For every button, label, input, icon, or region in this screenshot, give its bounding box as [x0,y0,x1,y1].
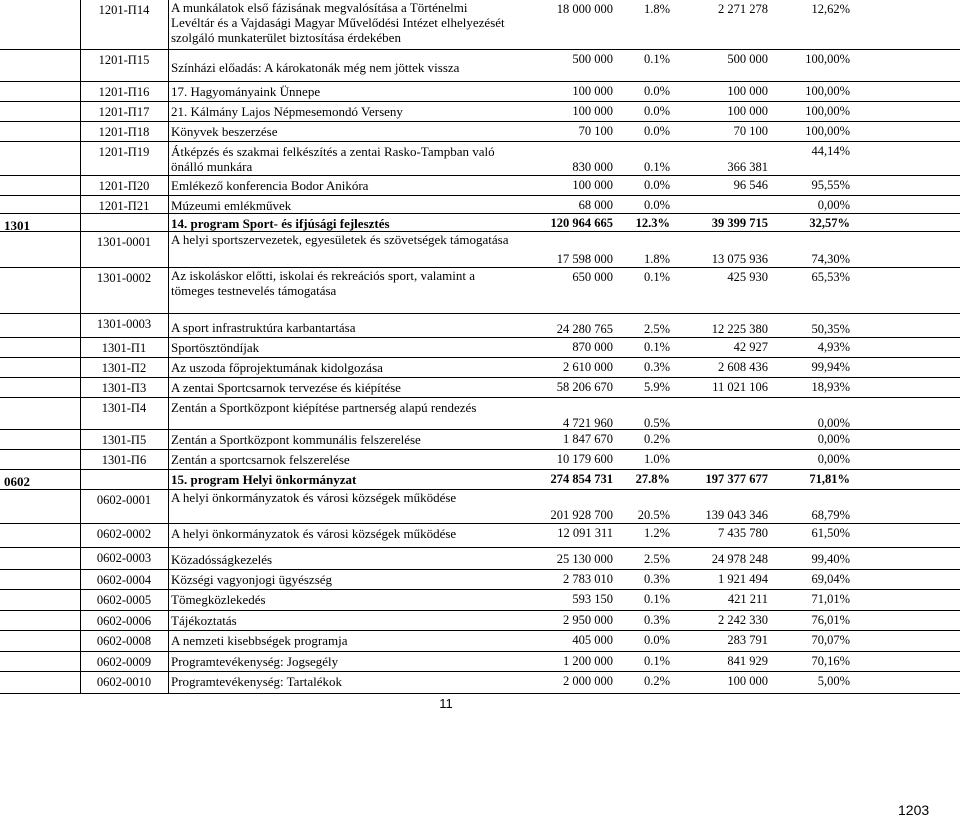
table-row [0,0,960,50]
planned-amount: 1 847 670 [563,432,613,446]
item-description: A helyi önkormányzatok és városi községek működése [171,526,457,541]
executed-amount: 283 791 [727,633,768,647]
item-description: A munkálatok első fázisának megvalósítása a Történelmi Levéltár és a Vajdasági Magyar Művelődési Intézet elhelyezését szolgáló munkaterület biztosítása érdekében [171,0,505,45]
planned-amount: 2 610 000 [563,360,613,374]
planned-amount: 12 091 311 [557,526,613,540]
executed-amount: 96 546 [733,178,768,192]
item-description: Emlékező konferencia Bodor Anikóra [171,178,369,193]
executed-amount: 12 225 380 [711,322,768,336]
table-row [0,142,960,176]
planned-amount: 870 000 [572,340,613,354]
item-description: Zentán a Sportközpont kiépítése partnerség alapú rendezés [171,400,477,415]
page-number: 11 [439,696,453,711]
execution-rate: 99,94% [811,360,850,374]
table-row [0,122,960,142]
table-row [0,611,960,631]
item-code: 1301-0002 [96,271,152,285]
item-description: Az iskoláskor előtti, iskolai és rekreációs sport, valamint a tömeges testnevelés támogatása [171,268,475,298]
share-percent: 0.2% [643,432,670,446]
planned-amount: 830 000 [572,160,613,174]
execution-rate: 12,62% [811,2,850,16]
item-description: Községi vagyonjogi ügyészség [171,572,333,587]
item-description: 14. program Sport- és ifjúsági fejlesztés [171,216,390,231]
planned-amount: 100 000 [572,104,613,118]
item-code: 1301-П6 [101,453,147,467]
table-row [0,631,960,652]
executed-amount: 13 075 936 [711,252,768,266]
planned-amount: 650 000 [572,270,613,284]
item-code: 1201-П20 [98,179,150,193]
item-description: Tájékoztatás [171,613,237,628]
item-description: Közadósságkezelés [171,552,273,567]
execution-rate: 32,57% [809,216,850,230]
planned-amount: 25 130 000 [556,552,613,566]
executed-amount: 425 930 [727,270,768,284]
planned-amount: 500 000 [572,52,613,66]
share-percent: 0.5% [643,416,670,430]
share-percent: 0.3% [643,572,670,586]
item-code: 0602-0004 [96,573,152,587]
planned-amount: 2 783 010 [563,572,613,586]
table-row [0,470,960,490]
item-code: 0602-0006 [96,614,152,628]
item-code: 0602-0010 [96,675,152,689]
share-percent: 0.2% [643,674,670,688]
table-row [0,268,960,314]
item-code: 1301-0001 [96,235,152,249]
item-code: 0602-0002 [96,527,152,541]
sheet-number: 1203 [898,802,930,818]
executed-amount: 500 000 [727,52,768,66]
planned-amount: 100 000 [572,178,613,192]
item-description: Zentán a sportcsarnok felszerelése [171,452,350,467]
item-description: Színházi előadás: A károkatonák még nem jöttek vissza [171,60,460,75]
executed-amount: 139 043 346 [705,508,768,522]
table-row [0,196,960,214]
share-percent: 0.1% [643,160,670,174]
item-code: 0602-0005 [96,593,152,607]
item-description: Könyvek beszerzése [171,124,278,139]
table-row [0,214,960,232]
table-row [0,82,960,102]
execution-rate: 100,00% [805,104,850,118]
item-description: A helyi önkormányzatok és városi községek működése [171,490,457,505]
share-percent: 0.1% [643,340,670,354]
share-percent: 0.0% [643,198,670,212]
executed-amount: 7 435 780 [718,526,768,540]
execution-rate: 71,01% [811,592,850,606]
item-description: 15. program Helyi önkormányzat [171,472,357,487]
execution-rate: 0,00% [817,432,850,446]
share-percent: 0.1% [643,592,670,606]
table-row [0,450,960,470]
execution-rate: 71,81% [809,472,850,486]
item-code: 1301-0003 [96,317,152,331]
table-row [0,548,960,570]
execution-rate: 95,55% [811,178,850,192]
share-percent: 0.1% [643,654,670,668]
item-code: 1201-П14 [98,3,150,17]
share-percent: 20.5% [637,508,670,522]
item-description: A nemzeti kisebbségek programja [171,633,348,648]
execution-rate: 0,00% [817,416,850,430]
item-description: 21. Kálmány Lajos Népmesemondó Verseny [171,104,403,119]
planned-amount: 1 200 000 [563,654,613,668]
execution-rate: 99,40% [811,552,850,566]
share-percent: 2.5% [643,322,670,336]
execution-rate: 69,04% [811,572,850,586]
table-row [0,652,960,672]
executed-amount: 100 000 [727,84,768,98]
execution-rate: 44,14% [811,144,850,158]
share-percent: 0.1% [643,270,670,284]
execution-rate: 100,00% [805,124,850,138]
planned-amount: 70 100 [578,124,613,138]
execution-rate: 18,93% [811,380,850,394]
planned-amount: 18 000 000 [556,2,613,16]
planned-amount: 24 280 765 [556,322,613,336]
share-percent: 1.0% [643,452,670,466]
table-row [0,338,960,358]
execution-rate: 76,01% [811,613,850,627]
item-code: 1201-П19 [98,145,150,159]
item-code: 0602-0008 [96,634,152,648]
item-description: Az uszoda főprojektumának kidolgozása [171,360,383,375]
executed-amount: 11 021 106 [712,380,768,394]
row-divider [0,693,960,694]
item-code: 1201-П16 [98,85,150,99]
table-row [0,50,960,82]
item-code: 1301-П3 [101,381,147,395]
executed-amount: 39 399 715 [711,216,768,230]
planned-amount: 405 000 [572,633,613,647]
item-description: Programtevékenység: Jogsegély [171,654,339,669]
item-description: Átképzés és szakmai felkészítés a zentai Rasko-Tampban való önálló munkára [171,144,495,174]
executed-amount: 2 271 278 [718,2,768,16]
item-description: A sport infrastruktúra karbantartása [171,320,356,335]
section-code: 1301 [4,218,30,233]
item-description: 17. Hagyományaink Ünnepe [171,84,321,99]
planned-amount: 58 206 670 [556,380,613,394]
execution-rate: 74,30% [811,252,850,266]
table-row [0,430,960,450]
execution-rate: 70,16% [811,654,850,668]
table-row [0,314,960,338]
planned-amount: 17 598 000 [556,252,613,266]
execution-rate: 0,00% [817,198,850,212]
planned-amount: 201 928 700 [550,508,613,522]
executed-amount: 2 242 330 [718,613,768,627]
table-row [0,398,960,430]
executed-amount: 24 978 248 [711,552,768,566]
item-description: A zentai Sportcsarnok tervezése és kiépítése [171,380,401,395]
table-row [0,672,960,694]
executed-amount: 421 211 [727,592,768,606]
share-percent: 0.0% [643,104,670,118]
share-percent: 12.3% [635,216,670,230]
table-row [0,176,960,196]
share-percent: 0.0% [643,84,670,98]
table-row [0,590,960,611]
item-code: 1201-П17 [98,105,150,119]
execution-rate: 5,00% [817,674,850,688]
executed-amount: 70 100 [733,124,768,138]
planned-amount: 68 000 [578,198,613,212]
table-row [0,490,960,524]
section-code: 0602 [4,474,30,489]
table-row [0,524,960,548]
execution-rate: 68,79% [811,508,850,522]
planned-amount: 4 721 960 [563,416,613,430]
executed-amount: 42 927 [733,340,768,354]
execution-rate: 0,00% [817,452,850,466]
execution-rate: 61,50% [811,526,850,540]
share-percent: 0.3% [643,613,670,627]
item-description: Múzeumi emlékművek [171,198,292,213]
share-percent: 2.5% [643,552,670,566]
share-percent: 0.3% [643,360,670,374]
execution-rate: 4,93% [817,340,850,354]
planned-amount: 120 964 665 [550,216,613,230]
executed-amount: 366 381 [727,160,768,174]
table-row [0,378,960,398]
item-description: Sportösztöndíjak [171,340,260,355]
planned-amount: 274 854 731 [550,472,613,486]
executed-amount: 197 377 677 [705,472,768,486]
item-code: 0602-0003 [96,551,152,565]
item-description: Tömegközlekedés [171,592,266,607]
share-percent: 1.8% [643,2,670,16]
item-code: 1301-П1 [101,341,147,355]
executed-amount: 2 608 436 [718,360,768,374]
executed-amount: 100 000 [727,104,768,118]
execution-rate: 50,35% [811,322,850,336]
planned-amount: 2 950 000 [563,613,613,627]
item-code: 1201-П21 [98,199,150,213]
executed-amount: 1 921 494 [718,572,768,586]
share-percent: 27.8% [635,472,670,486]
item-code: 1301-П4 [101,401,147,415]
share-percent: 0.0% [643,633,670,647]
item-code: 1201-П18 [98,125,150,139]
item-code: 0602-0009 [96,655,152,669]
share-percent: 5.9% [643,380,670,394]
item-code: 1301-П5 [101,433,147,447]
item-description: A helyi sportszervezetek, egyesületek és szövetségek támogatása [171,232,509,247]
execution-rate: 70,07% [811,633,850,647]
table-row [0,102,960,122]
planned-amount: 100 000 [572,84,613,98]
share-percent: 0.1% [643,52,670,66]
planned-amount: 10 179 600 [556,452,613,466]
item-description: Programtevékenység: Tartalékok [171,674,343,689]
planned-amount: 593 150 [572,592,613,606]
execution-rate: 65,53% [811,270,850,284]
share-percent: 1.2% [643,526,670,540]
table-row [0,232,960,268]
share-percent: 0.0% [643,124,670,138]
table-row [0,570,960,590]
execution-rate: 100,00% [805,84,850,98]
executed-amount: 841 929 [727,654,768,668]
executed-amount: 100 000 [727,674,768,688]
share-percent: 1.8% [643,252,670,266]
item-code: 0602-0001 [96,493,152,507]
table-row [0,358,960,378]
share-percent: 0.0% [643,178,670,192]
execution-rate: 100,00% [805,52,850,66]
planned-amount: 2 000 000 [563,674,613,688]
item-description: Zentán a Sportközpont kommunális felszerelése [171,432,421,447]
item-code: 1301-П2 [101,361,147,375]
item-code: 1201-П15 [98,53,150,67]
